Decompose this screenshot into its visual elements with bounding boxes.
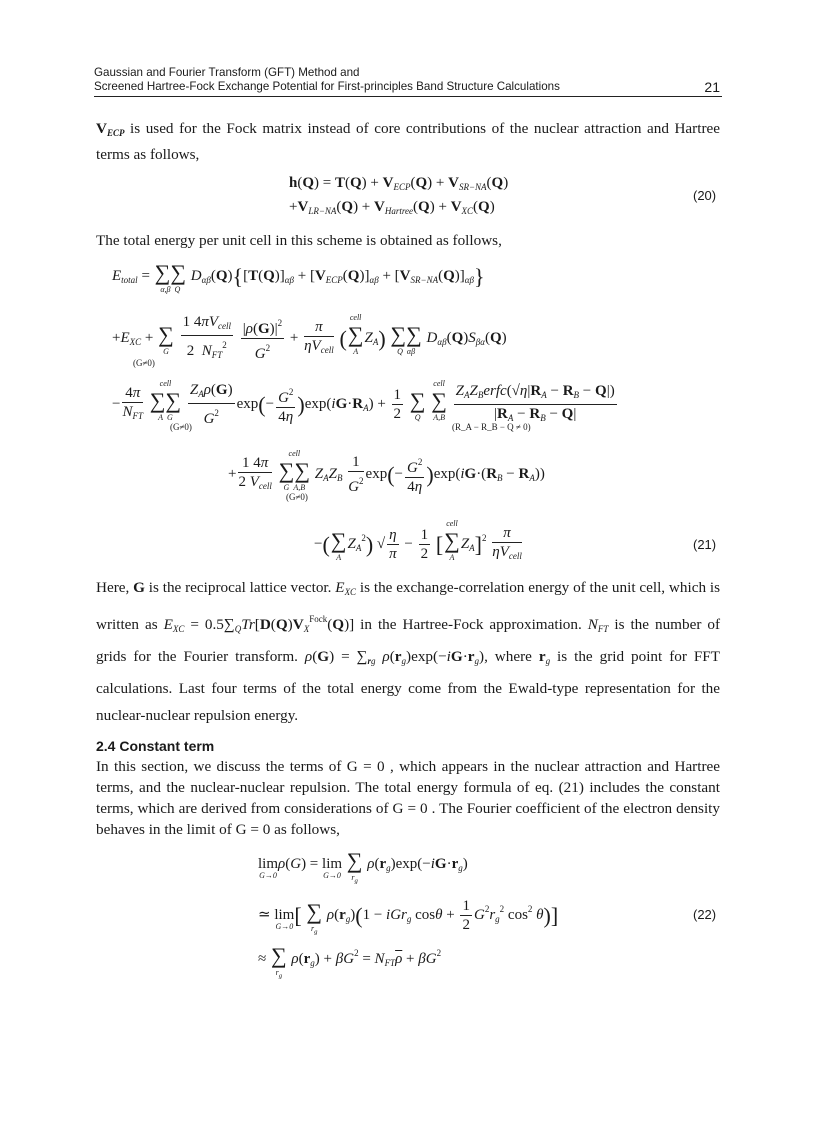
paragraph-1: $V_{ECP}$ is used for the Fock matrix instead of core contributions of the nuclear attraction and Hartree terms as follows, bbox=[96, 120, 720, 163]
equation-21-number: (21) bbox=[693, 537, 717, 552]
equation-20-line-1: $h(Q) = T(Q) + V_{ECP}(Q) + V_{SR-NA}(Q)$ bbox=[289, 175, 509, 192]
equation-22-line-3: ≈ ∑ $r_g$ $\rho(r_g) + \beta G^2 = N_{FT}\overline{\rho} + \beta G^2$ bbox=[258, 943, 442, 980]
header-line-1: Gaussian and Fourier Transform (GFT) Method and bbox=[94, 66, 360, 79]
equation-21-line-2: $+E_{XC}$ + ∑ G $\frac{1 4\pi V_{cell}}{2 N_{FT}^2}$ $\frac{|\rho(G)|^2}{G^2}$ + $\frac{\pi}{\eta V_{cell}}$ ( cell ∑ A $Z_A$) ∑∑ Q αβ $D_{\alpha\beta}(Q)S_{\beta\alpha}(Q)$ bbox=[112, 313, 507, 363]
section-paragraph: In this section, we discuss the terms of G = 0 , which appears in the nuclear attraction and Hartree terms, and the nuclear-nuclear repulsion. The total energy formula of eq. (21) includes the constant terms, which are derived from considerations of G = 0 . The Fourier coefficient of the electron density behaves in the limit of G = 0 as follows, bbox=[96, 758, 720, 838]
paragraph-3: Here, G is the reciprocal lattice vector. $E_{XC}$ is the exchange-correlation energy of the unit cell, which is written as $E_{XC} = 0.5\sum_QTr[D(Q)V_X^{Fock}(Q)]$ in the Hartree-Fock approximation. $N_{FT}$ is the number of grids for the Fourier transform. $\rho(G) = \sum_{rg}$ $\rho(r_g)\exp(-iG\cdot r_g)$, where $r_g$ is the grid point for FFT calculations. Last four terms of the total energy come from the Ewald-type representation for the nuclear-nuclear repulsion energy. bbox=[96, 579, 721, 724]
equation-21-line-1: $E_{total}$ = ∑∑ α,β Q $D_{\alpha\beta}(Q)\{[T(Q)]_{\alpha\beta} + [V_{ECP}(Q)]_{\alpha\beta} + [V_{SR-NA}(Q)]_{\alpha\beta}\}$ bbox=[112, 260, 485, 294]
header-rule bbox=[94, 96, 722, 97]
g-nonzero-condition-2: (G≠0) bbox=[170, 422, 192, 432]
section-heading: 2.4 Constant term bbox=[96, 738, 215, 754]
equation-20-line-2: $+V_{LR-NA}(Q) + V_{Hartree}(Q) + V_{XC}(Q)$ bbox=[289, 199, 495, 216]
equation-20-number: (20) bbox=[693, 188, 717, 203]
equation-22-number: (22) bbox=[693, 907, 717, 922]
r-nonzero-condition: (R_A − R_B − Q ≠ 0) bbox=[452, 422, 531, 432]
running-header bbox=[94, 66, 722, 94]
equation-22-line-2: ≃ lim G→0 [ ∑ $r_g$ $\rho(r_g)(1 - iGr_g$ cosθ + $\frac{1}{2}$ $G^2r_g^2$ $\cos^2 \theta$)] bbox=[258, 898, 559, 936]
g-nonzero-condition-3: (G≠0) bbox=[286, 492, 308, 502]
equation-22-line-1: lim G→0 ρ(G) = lim G→0 ∑ $r_g$ $\rho(r_g)\exp(-iG\cdot r_g)$ bbox=[258, 848, 468, 885]
g-nonzero-condition: (G≠0) bbox=[133, 358, 155, 368]
paragraph-2: The total energy per unit cell in this scheme is obtained as follows, bbox=[96, 232, 502, 249]
header-line-2: Screened Hartree-Fock Exchange Potential for First-principles Band Structure Calculations bbox=[94, 80, 560, 93]
equation-21-line-3: − $\frac{4\pi}{N_{FT}}$ cell ∑∑ A G $\frac{Z_A\rho(G)}{G^2}$ exp(− $\frac{G^2}{4\eta}$ )$\exp(iG\cdot R_A)$ + $\frac{1}{2}$ ∑ Q cell ∑ A,B $\frac{Z_AZ_Berfc(√\eta|R_A - R_B - Q|)}{|R_A - R_B - Q|}$ bbox=[112, 379, 615, 428]
equation-21-line-4: + $\frac{1 4\pi}{2 V_{cell}}$ cell ∑∑ G A,B $Z_AZ_B$ $\frac{1}{G^2}$ exp(− $\frac{G^2}{4\eta}$ )$\exp(iG\cdot(R_B - R_A))$ bbox=[228, 449, 545, 496]
page-number: 21 bbox=[704, 79, 720, 95]
equation-21-line-5: −( ∑ A $Z_A^2$) √ $\frac{\eta}{\pi}$ − $\frac{1}{2}$ [ cell ∑ A $Z_A]^2$ $\frac{\pi}{\eta V_{cell}}$ bbox=[314, 519, 522, 563]
v-ecp-symbol: $V_{ECP}$ bbox=[96, 120, 125, 138]
